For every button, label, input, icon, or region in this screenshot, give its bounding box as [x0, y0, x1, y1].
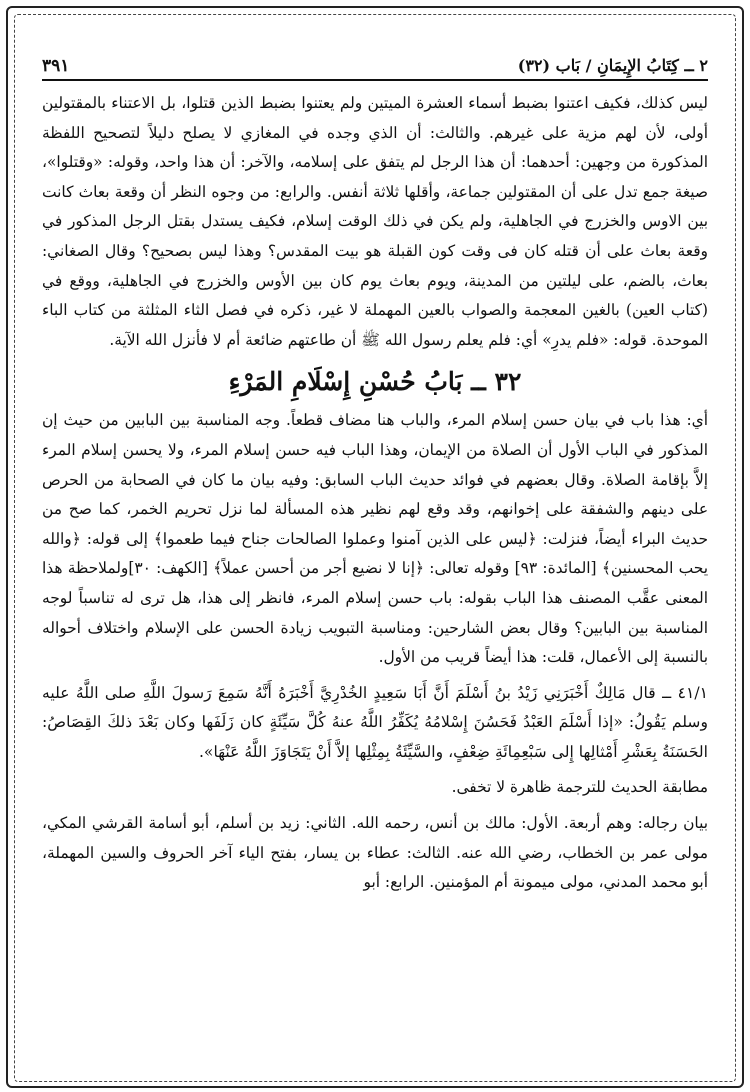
page-header [42, 56, 708, 81]
hadith-text: ٤١/١ ــ قال مَالِكٌ أَخْبَرَنِي زَيْدُ بنُ أَسْلَمَ أَنَّ أَبَا سَعِيدٍ الخُدْرِيَّ أَخْبَرَهُ أَنَّهُ سَمِعَ رَسولَ اللَّهِ صلى اللَّهُ عليه وسلم يَقُولُ: «إذا أَسْلَمَ العَبْدُ فَحَسُنَ إِسْلامُهُ يُكَفِّرُ اللَّهُ عنهُ كُلَّ سَيِّئَةٍ كان زَلَفَها وكان بَعْدَ ذلكَ القِصَاصُ: الحَسَنَةُ بِعَشْرِ أَمْثالِها إِلى سَبْعِمِائَةِ ضِعْفٍ، والسَّيِّئَةُ بِمِثْلِها إلاَّ أَنْ يَتَجَاوَزَ اللَّهُ عَنْهَا». [42, 683, 708, 761]
commentary-paragraph: ليس كذلك، فكيف اعتنوا بضبط أسماء العشرة الميتين ولم يعتنوا بضبط الذين قتلوا، بل الاعتناء بالمقتولين أولى، لأن لهم مزية على غيرهم. والثالث: أن الذي وجده في المغازي لا يصلح دليلاً لتصحيح اللفظة المذكورة من وجهين: أحدهما: أن هذا الرجل لم يتفق على إسلامه، والآخر: أن هذا واحد، وقوله: «وقتلوا»، صيغة جمع تدل على أن المقتولين جماعة، وأقلها ثلاثة أنفس. والرابع: من وجوه النظر أن وقعة بعاث كانت بين الاوس والخزرج في الجاهلية، ولم يكن في ذلك الوقت إسلام، فكيف يستدل بقتل الرجل المذكور في وقعة بعاث على أن قتله كان فى وقت كون القبلة هو بيت المقدس؟ وهذا ليس بصحيح؟ وقال الصغاني: بعاث، بالضم، على ليلتين من المدينة، ويوم بعاث يوم كان بين الأوس والخزرج في الجاهلية، ووقع في (كتاب العين) بالغين المعجمة والصواب بالعين المهملة لا غير، ذكره في فصل الثاء المثلثة من كتاب الباء الموحدة. قوله: «فلم يدرِ» أي: فلم يعلم رسول الله ﷺ أن طاعتهم ضائعة أم لا فأنزل الله الآية. [42, 94, 708, 349]
chapter-title: ٣٢ ــ بَابُ حُسْنِ إِسْلَامِ المَرْءِ [228, 367, 522, 397]
hadith-relevance: مطابقة الحديث للترجمة ظاهرة لا تخفى. [451, 778, 708, 797]
page-content [42, 56, 708, 1080]
running-title: ٢ ــ كِتَابُ الإِيمَانِ / بَاب (٣٢) [517, 56, 708, 75]
chapter-commentary: أي: هذا باب في بيان حسن إسلام المرء، والباب هنا مضاف قطعاً. وجه المناسبة بين البابين من حيث إن المذكور في الباب الأول أن الصلاة من الإيمان، وهذا الباب فيه حسن إسلام المرء، ولا يحسن إسلام المرء إلاَّ بإقامة الصلاة. وقال بعضهم في فوائد حديث الباب السابق: وفيه بيان ما كان في الصحابة من الحرص على دينهم والشفقة على إخوانهم، وقد وقع لهم نظير هذه المسألة لما نزل تحريم الخمر، كما صح من حديث البراء أيضاً، فنزلت: ﴿ليس على الذين آمنوا وعملوا الصالحات جناح فيما طعموا﴾ إلى قوله: ﴿والله يحب المحسنين﴾ [المائدة: ٩٣] وقوله تعالى: ﴿إنا لا نضيع أجر من أحسن عملاً﴾ [الكهف: ٣٠]ولملاحظة هذا المعنى عقَّب المصنف هذا الباب بقوله: باب حسن إسلام المرء، فانظر إلى هذا، هل ترى له تناسباً لوجه المناسبة بين البابين؟ وقال بعض الشارحين: ومناسبة التبويب زيادة الحسن على الإسلام واختلاف أحواله بالنسبة إلى الأعمال، قلت: هذا أيضاً قريب من الأول. [42, 411, 708, 667]
page-number: ٣٩١ [42, 56, 70, 76]
narrators-paragraph: بيان رجاله: وهم أربعة. الأول: مالك بن أنس، رحمه الله. الثاني: زيد بن أسلم، أبو أسامة القرشي المكي، مولى عمر بن الخطاب، رضي الله عنه. الثالث: عطاء بن يسار، بفتح الياء آخر الحروف والسين المهملة، أبو محمد المدني، مولى ميمونة أم المؤمنين. الرابع: أبو [42, 814, 708, 892]
